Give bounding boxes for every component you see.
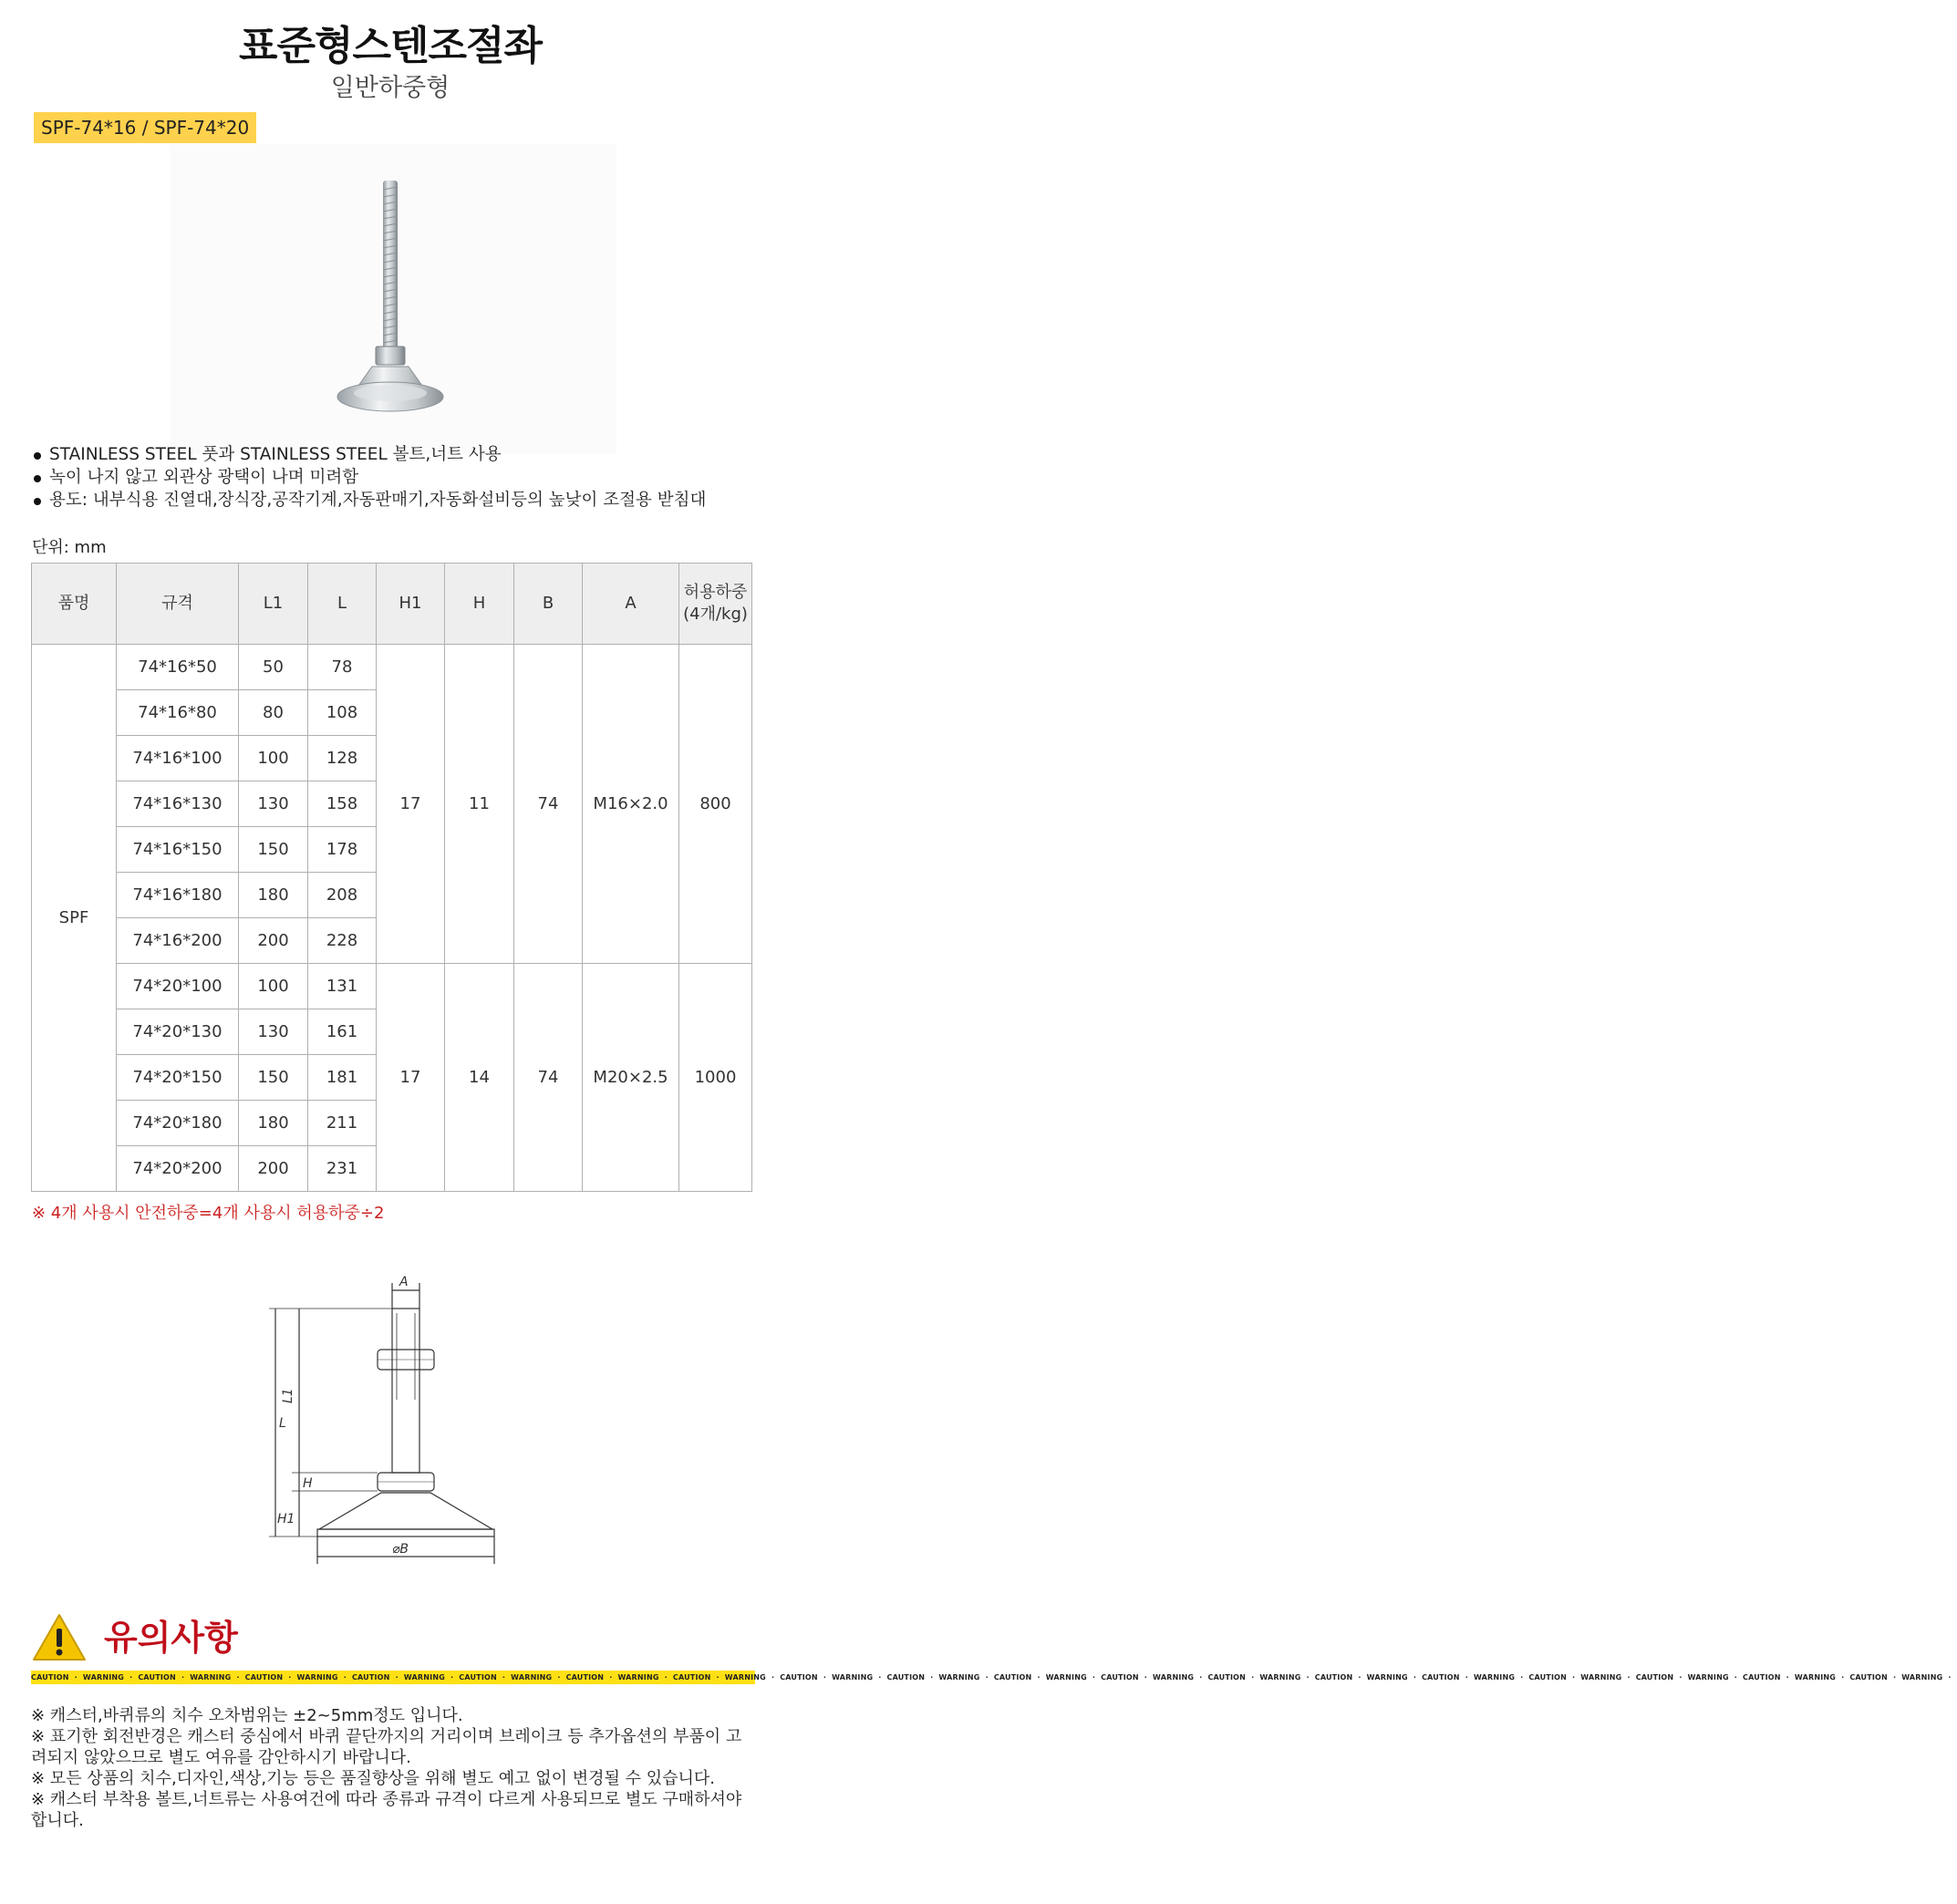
l1-cell: 100 (239, 964, 308, 1009)
stripe-word: WARNING (938, 1673, 980, 1682)
stripe-separator: · (557, 1673, 561, 1682)
notice-line: 려되지 않았으므로 별도 여유를 감안하시기 바랍니다. (31, 1748, 411, 1767)
stripe-separator: · (1144, 1673, 1148, 1682)
adjuster-foot-illustration (170, 144, 616, 454)
stripe-separator: · (664, 1673, 668, 1682)
stripe-separator: · (716, 1673, 720, 1682)
l-cell: 161 (308, 1009, 377, 1055)
stripe-word: CAUTION (565, 1673, 605, 1682)
header-spec: 규격 (117, 564, 239, 645)
stripe-word: CAUTION (459, 1673, 497, 1682)
header-load-line1: 허용하중 (683, 583, 748, 602)
stripe-word: CAUTION (1743, 1673, 1781, 1682)
spec-cell: 74*20*150 (117, 1055, 239, 1101)
stripe-word: CAUTION (1635, 1673, 1674, 1682)
header-l: L (308, 564, 377, 645)
stripe-word: CAUTION (1528, 1673, 1568, 1682)
stripe-separator: · (288, 1673, 292, 1682)
a-cell: M16×2.0 (583, 645, 679, 964)
stripe-separator: · (74, 1673, 78, 1682)
stripe-separator: · (1465, 1673, 1468, 1682)
stripe-word: WARNING (1901, 1673, 1943, 1682)
safety-load-note: ※ 4개 사용시 안전하중=4개 사용시 허용하중÷2 (32, 1204, 385, 1223)
notice-line: ※ 캐스터,바퀴류의 치수 오차범위는 ±2~5mm정도 입니다. (31, 1706, 463, 1725)
stripe-separator: · (1679, 1673, 1683, 1682)
stripe-separator: · (502, 1673, 506, 1682)
caution-section-header (31, 1612, 755, 1663)
stripe-word: WARNING (724, 1673, 766, 1682)
notice-line: 합니다. (31, 1811, 84, 1830)
stripe-separator: · (1734, 1673, 1737, 1682)
l-cell: 178 (308, 827, 377, 873)
stripe-word: CAUTION (780, 1673, 818, 1682)
stripe-separator: · (129, 1673, 133, 1682)
stripe-separator: · (1358, 1673, 1362, 1682)
technical-drawing (264, 1263, 515, 1564)
product-name-cell: SPF (32, 645, 117, 1192)
l-cell: 181 (308, 1055, 377, 1101)
stripe-separator: · (1841, 1673, 1845, 1682)
notice-line: ※ 캐스터 부착용 볼트,너트류는 사용여건에 따라 종류과 규격이 다르게 사용되므로 별도 구매하셔야 (31, 1790, 742, 1809)
l1-cell: 200 (239, 1146, 308, 1192)
dim-label-h1: H1 (277, 1512, 295, 1526)
stripe-word: CAUTION (244, 1673, 284, 1682)
unit-label: 단위: mm (32, 538, 107, 557)
stripe-separator: · (1627, 1673, 1631, 1682)
stripe-word: WARNING (1045, 1673, 1087, 1682)
stripe-separator: · (930, 1673, 934, 1682)
caution-warning-stripe (31, 1671, 1952, 1684)
stripe-separator: · (823, 1673, 827, 1682)
stripe-separator: · (343, 1673, 347, 1682)
stripe-separator: · (878, 1673, 882, 1682)
notice-list (31, 1705, 751, 1831)
stripe-separator: · (1251, 1673, 1255, 1682)
product-photo (170, 144, 616, 454)
stripe-word: CAUTION (1849, 1673, 1888, 1682)
b-cell: 74 (514, 964, 583, 1192)
feature-item: 녹이 나지 않고 외관상 광택이 나며 미려함 (31, 466, 751, 489)
l1-cell: 80 (239, 690, 308, 736)
h1-cell: 17 (377, 645, 445, 964)
h-cell: 14 (445, 964, 514, 1192)
stripe-separator: · (1948, 1673, 1952, 1682)
page-title: 표준형스텐조절좌 (238, 23, 543, 69)
stripe-separator: · (395, 1673, 399, 1682)
spec-cell: 74*16*200 (117, 918, 239, 964)
stripe-separator: · (181, 1673, 185, 1682)
spec-cell: 74*16*100 (117, 736, 239, 781)
l-cell: 108 (308, 690, 377, 736)
stripe-separator: · (1092, 1673, 1096, 1682)
spec-table (31, 563, 752, 1192)
table-row (32, 645, 752, 690)
stripe-word: WARNING (190, 1673, 232, 1682)
dim-label-l: L (279, 1416, 286, 1431)
b-cell: 74 (514, 645, 583, 964)
spec-cell: 74*20*130 (117, 1009, 239, 1055)
l1-cell: 180 (239, 1101, 308, 1146)
stripe-separator: · (1572, 1673, 1576, 1682)
spec-cell: 74*20*180 (117, 1101, 239, 1146)
load-cell: 800 (679, 645, 752, 964)
feature-item: STAINLESS STEEL 풋과 STAINLESS STEEL 볼트,너트 사용 (31, 443, 751, 466)
header-h: H (445, 564, 514, 645)
stripe-word: WARNING (1366, 1673, 1408, 1682)
stripe-separator: · (1037, 1673, 1041, 1682)
stripe-word: WARNING (1794, 1673, 1837, 1682)
l1-cell: 50 (239, 645, 308, 690)
stripe-word: CAUTION (351, 1673, 390, 1682)
header-h1: H1 (377, 564, 445, 645)
notice-line: ※ 표기한 회전반경은 캐스터 중심에서 바퀴 끝단까지의 거리이며 브레이크 등 추가옵션의 부품이 고 (31, 1727, 742, 1746)
stripe-word: CAUTION (138, 1673, 176, 1682)
stripe-word: WARNING (403, 1673, 445, 1682)
header-a: A (583, 564, 679, 645)
l1-cell: 150 (239, 827, 308, 873)
stripe-separator: · (1520, 1673, 1524, 1682)
l-cell: 231 (308, 1146, 377, 1192)
stripe-word: WARNING (1259, 1673, 1301, 1682)
feature-item: 용도: 내부식용 진열대,장식장,공작기계,자동판매기,자동화설비등의 높낮이 조절용 받침대 (31, 489, 751, 512)
stripe-word: WARNING (832, 1673, 874, 1682)
spec-cell: 74*16*80 (117, 690, 239, 736)
caution-title: 유의사항 (104, 1618, 238, 1658)
dim-label-a: A (399, 1275, 409, 1289)
stripe-separator: · (609, 1673, 613, 1682)
dim-label-b: ⌀B (392, 1542, 409, 1557)
warning-triangle-icon (31, 1612, 88, 1663)
stripe-word: CAUTION (993, 1673, 1032, 1682)
spec-cell: 74*16*130 (117, 781, 239, 827)
l1-cell: 180 (239, 873, 308, 918)
l1-cell: 200 (239, 918, 308, 964)
l-cell: 211 (308, 1101, 377, 1146)
stripe-separator: · (1786, 1673, 1789, 1682)
l1-cell: 130 (239, 1009, 308, 1055)
stripe-word: WARNING (296, 1673, 338, 1682)
l1-cell: 150 (239, 1055, 308, 1101)
header-product: 품명 (32, 564, 117, 645)
stripe-separator: · (1413, 1673, 1417, 1682)
stripe-separator: · (771, 1673, 775, 1682)
header-load-line2: (4개/kg) (683, 605, 748, 624)
stripe-word: CAUTION (1207, 1673, 1247, 1682)
spec-cell: 74*16*180 (117, 873, 239, 918)
stripe-word: WARNING (82, 1673, 125, 1682)
table-row (32, 964, 752, 1009)
stripe-word: WARNING (511, 1673, 553, 1682)
dimension-drawing-svg (264, 1263, 515, 1564)
feature-list (31, 443, 751, 512)
model-tag: SPF-74*16 / SPF-74*20 (34, 112, 256, 143)
stripe-separator: · (1199, 1673, 1203, 1682)
stripe-word: CAUTION (886, 1673, 926, 1682)
stripe-word: CAUTION (672, 1673, 711, 1682)
header-b: B (514, 564, 583, 645)
l-cell: 131 (308, 964, 377, 1009)
dim-label-h: H (303, 1476, 313, 1491)
table-header-row (32, 564, 752, 645)
page-subtitle: 일반하중형 (330, 74, 450, 102)
l-cell: 208 (308, 873, 377, 918)
notice-line: ※ 모든 상품의 치수,디자인,색상,기능 등은 품질향상을 위해 별도 예고 없이 변경될 수 있습니다. (31, 1769, 715, 1788)
l-cell: 128 (308, 736, 377, 781)
load-cell: 1000 (679, 964, 752, 1192)
dim-label-l1: L1 (281, 1388, 295, 1403)
stripe-separator: · (450, 1673, 454, 1682)
stripe-word: CAUTION (1314, 1673, 1353, 1682)
spec-cell: 74*16*50 (117, 645, 239, 690)
stripe-word: WARNING (1687, 1673, 1729, 1682)
l1-cell: 130 (239, 781, 308, 827)
l-cell: 158 (308, 781, 377, 827)
stripe-word: WARNING (1153, 1673, 1195, 1682)
header-load (679, 564, 752, 645)
header-l1: L1 (239, 564, 308, 645)
l1-cell: 100 (239, 736, 308, 781)
spec-cell: 74*20*200 (117, 1146, 239, 1192)
stripe-separator: · (1892, 1673, 1897, 1682)
l-cell: 78 (308, 645, 377, 690)
stripe-separator: · (985, 1673, 989, 1682)
stripe-separator: · (236, 1673, 240, 1682)
spec-cell: 74*20*100 (117, 964, 239, 1009)
h1-cell: 17 (377, 964, 445, 1192)
l-cell: 228 (308, 918, 377, 964)
h-cell: 11 (445, 645, 514, 964)
stripe-separator: · (1306, 1673, 1310, 1682)
stripe-word: WARNING (1580, 1673, 1622, 1682)
stripe-word: WARNING (1473, 1673, 1516, 1682)
stripe-word: CAUTION (31, 1673, 69, 1682)
a-cell: M20×2.5 (583, 964, 679, 1192)
stripe-word: CAUTION (1422, 1673, 1460, 1682)
stripe-word: CAUTION (1101, 1673, 1139, 1682)
spec-cell: 74*16*150 (117, 827, 239, 873)
stripe-word: WARNING (617, 1673, 659, 1682)
